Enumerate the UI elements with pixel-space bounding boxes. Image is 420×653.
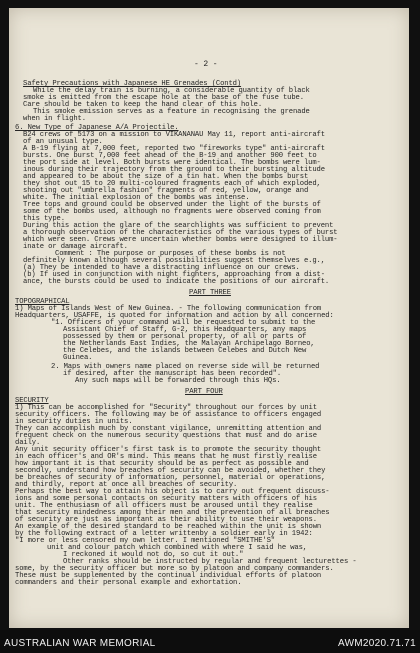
body-line: shooting out "umbrella fashion" fragments of red, yellow, orange and xyxy=(23,187,309,195)
body-line: smoke is emitted from the escape hole at the base of the fuse tube. xyxy=(23,94,304,102)
body-line: A B-19 flying at 7,000 feet, reported two "fireworks type" anti-aircraft xyxy=(23,145,325,153)
topographical-heading: TOPOGRAPHICAL xyxy=(15,298,70,306)
body-line: 1) This can be accomplished for "Security" throughout our forces by unit xyxy=(15,404,317,412)
document-page xyxy=(9,8,409,628)
body-line: by the following extract of a letter writtenby a soldier early in 1942: xyxy=(15,530,313,538)
archive-reference: AWM2020.71.71 xyxy=(337,638,416,649)
quoted-line: I reckoned it would not do, so cut it out." xyxy=(63,551,244,559)
body-line: white. The initial explosion of the bombs was intense. xyxy=(23,194,250,202)
body-line: be breaches of security of information, personnel, material or operations, xyxy=(15,474,326,482)
comment-line: Comment : The purpose or purposes of these bombs is not xyxy=(55,250,286,258)
body-line: the port side at level. Both bursts were identical. The bombs were lum- xyxy=(23,159,321,167)
body-line: Any unit security officer's first task is to promote the security thought xyxy=(15,446,322,454)
quoted-line: if desired, after the manuscript has been recorded". xyxy=(63,370,282,378)
body-line: An example of the desired standard to be reached within the unit is shown xyxy=(15,523,322,531)
body-line: secondly, understand how breaches of security can be avoided, whether they xyxy=(15,467,326,475)
body-line: Headquarters, USAFFE, is quoted for information and action by all concerned: xyxy=(15,312,334,320)
body-line: how important it is that security should be as perfect as possible and xyxy=(15,460,309,468)
part-three-heading: PART THREE xyxy=(189,289,231,297)
body-line: bursts. One burst 7,000 feet ahead of the B-19 and another 900 feet to xyxy=(23,152,317,160)
body-line: 1) Maps of Islands West of New Guinea. - The following communication from xyxy=(15,305,322,313)
part-four-heading: PART FOUR xyxy=(185,388,223,396)
body-line: During this action the glare of the searchlights was sufficient to prevent xyxy=(23,222,334,230)
body-line: in security duties in units. xyxy=(15,418,133,426)
body-line: and thirdly, report at once all breaches of security. xyxy=(15,481,238,489)
body-line: they shot out 15 to 20 multi-coloured fragments each of which exploded, xyxy=(23,180,321,188)
body-line: ance, the bursts could be used to indicate the positions of our aircraft. xyxy=(23,278,330,286)
body-line: unit. The enthusiasm of all officers must be aroused until they realise xyxy=(15,502,313,510)
security-heading: SECURITY xyxy=(15,397,49,405)
body-line: daily. xyxy=(15,439,41,447)
body-line: (a) They be intended to have a distracting influence on our crews. xyxy=(23,264,300,272)
body-line: when in flight. xyxy=(23,115,86,123)
body-line: Perhaps the best way to attain his object is to carry out frequent discuss- xyxy=(15,488,330,496)
quoted-line: "1. Officers of your command will be requested to submit to the xyxy=(51,319,316,327)
body-line: Care should be taken to keep the hand clear of this hole. xyxy=(23,101,263,109)
body-line: that security mindedness among their men and the prevention of all breaches xyxy=(15,509,330,517)
quoted-line: the Netherlands East Indies, the Malayan Archipelago Borneo, xyxy=(63,340,315,348)
body-line: of security are just as important as their ability to use their weapons. xyxy=(15,516,317,524)
archive-name: AUSTRALIAN WAR MEMORIAL xyxy=(4,638,156,649)
body-line: a thorough observation of the characteristics of the various types of burst xyxy=(23,229,338,237)
body-line: While the delay train is burning, a considerable quantity of black xyxy=(33,87,310,95)
body-line: ions and some personal contacts on security matters with officers of his xyxy=(15,495,317,503)
body-line: some, by the security officer but more so by platoon and company commanders. xyxy=(15,565,334,573)
archive-footer xyxy=(0,630,420,653)
body-line: frequent check on the numerous security questions that must and do arise xyxy=(15,432,317,440)
body-line: Any such maps will be forwarded through this HQs. xyxy=(75,377,281,385)
body-line: This smoke emission serves as a feature in recognising the grenade xyxy=(33,108,310,116)
body-line: which were seen. Crews were uncertain whether bombs were designed to illum- xyxy=(23,236,338,244)
body-line: some of the bombs used, although no fragments were observed coming from xyxy=(23,208,321,216)
section-heading-aa-projectile: 6. New Type of Japanese A/A Projectile. xyxy=(15,124,179,132)
quoted-line: possessed by them or personal property, of all or parts of xyxy=(63,333,307,341)
body-line: security officers. The following may be of assistance to officers engaged xyxy=(15,411,322,419)
body-line: (b) If used in conjunction with night fighters, approaching from a dist- xyxy=(23,271,325,279)
body-line: inate or damage aircraft. xyxy=(23,243,128,251)
quoted-line: unit and colour patch which combined with where I said he was, xyxy=(47,544,307,552)
body-line: and appeared to be about the size of a tin hat. When the bombs burst xyxy=(23,173,309,181)
quoted-line: Assistant Chief of Staff, G-2, this Headquarters, any maps xyxy=(63,326,307,334)
body-line: Tree tops and ground could be observed under the light of the bursts of xyxy=(23,201,321,209)
body-line: of an unusual type. xyxy=(23,138,103,146)
body-line: in each officer's and OR's mind. This means that he must firstly realise xyxy=(15,453,317,461)
body-line: B24 crews of 5173 on a mission to VIKANANAU May 11, report anti-aircraft xyxy=(23,131,325,139)
quoted-line: Guinea. xyxy=(63,354,93,362)
body-line: inous during their trajectory from the ground to their bursting altitude xyxy=(23,166,325,174)
body-line: They can accomplish much by constant vigilance, unremitting attention and xyxy=(15,425,322,433)
body-line: this type. xyxy=(23,215,65,223)
body-line: These must be supplemented by the continual individual efforts of platoon xyxy=(15,572,322,580)
quoted-line: the Celebes, and the islands between Celebes and Dutch New xyxy=(63,347,307,355)
body-line: definitely known although several possibilities suggest themselves e.g., xyxy=(23,257,325,265)
quoted-line: 2. Maps with owners name placed on reverse side will be returned xyxy=(51,363,320,371)
quoted-line: Other ranks should be instructed by regular and frequent lecturettes - xyxy=(63,558,357,566)
body-line: "I more or less censored my own letter. I mentioned "SMITHE'S" xyxy=(15,537,275,545)
body-line: commanders and their personal example and exhortation. xyxy=(15,579,242,587)
section-heading-grenades: Safety Precautions with Japanese HE Grenades (Contd) xyxy=(23,80,242,88)
page-number: - 2 - xyxy=(194,60,218,69)
